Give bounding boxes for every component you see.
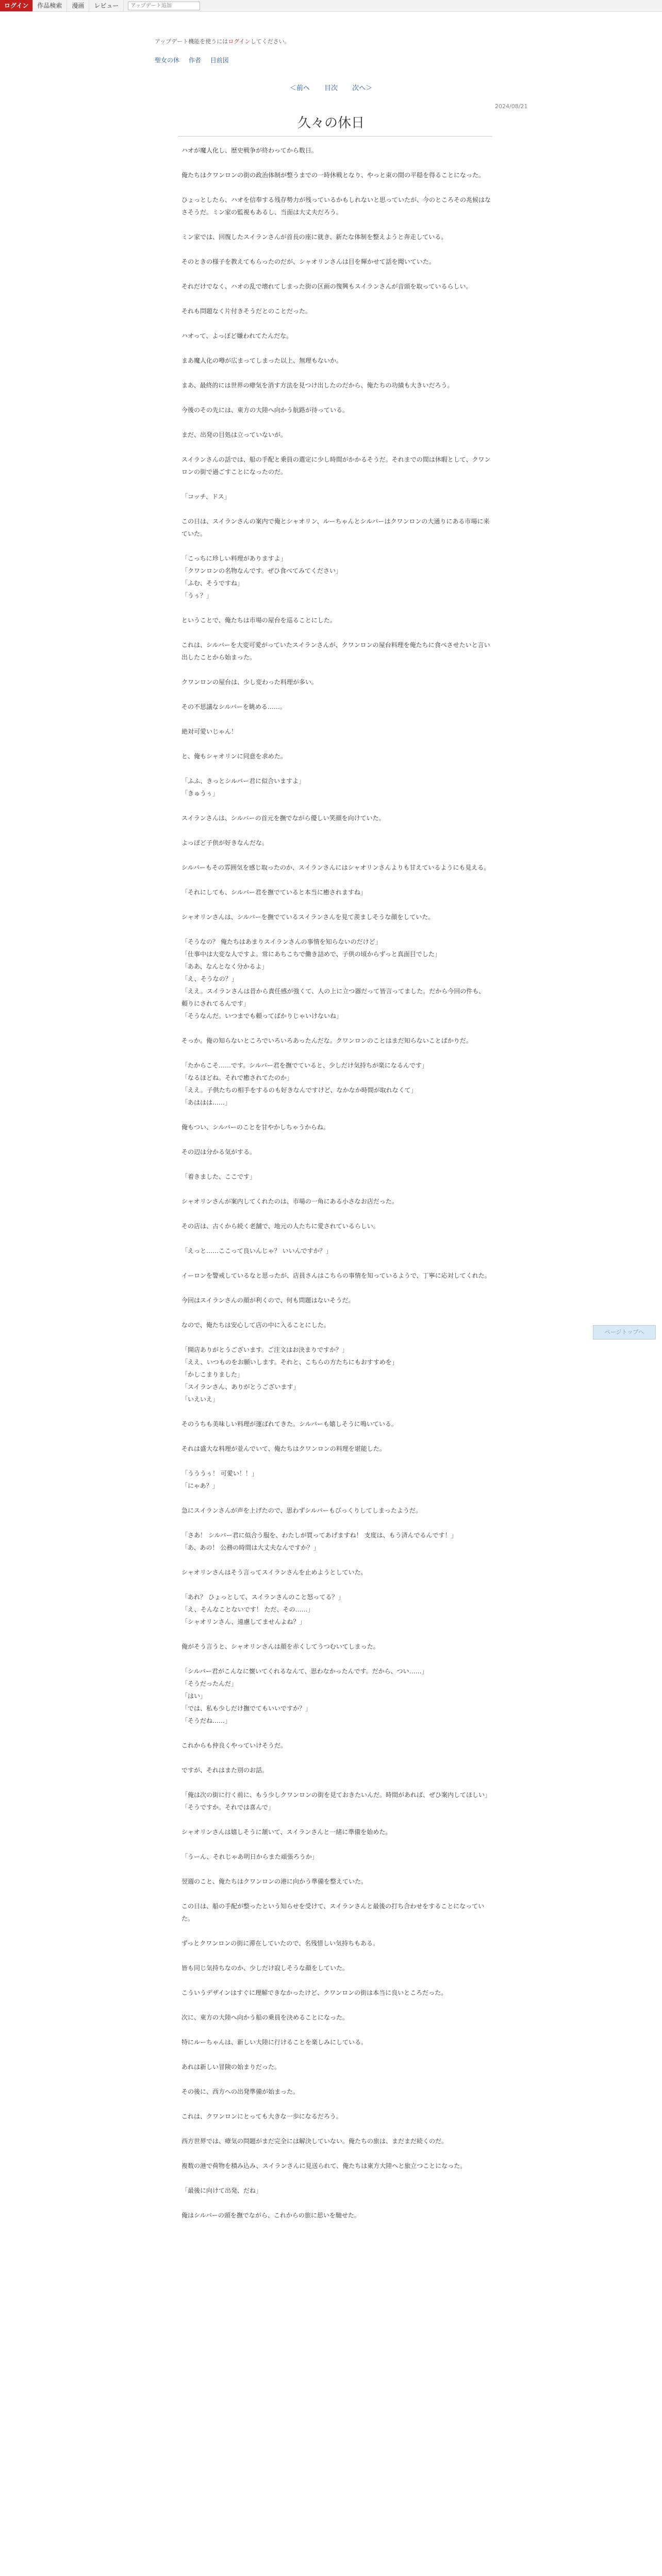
chapter-pager <box>0 82 662 92</box>
body-paragraph: 「ふふ、きっとシルバー君に似合いますよ」 「きゅうぅ」 <box>181 777 305 797</box>
body-paragraph: シャオリンさんはそう言ってスイランさんを止めようとしていた。 <box>181 1569 367 1576</box>
body-paragraph: 「こっちに珍しい料理がありますよ」 「クワンロンの名物なんです。ぜひ食べてみてください」 「ふむ、そうですね」 「うぅ？」 <box>181 555 342 599</box>
body-paragraph: ひょっとしたら、ハオを信奉する残存勢力が残っているかもしれないと思っていたが、今のところその兆候はなさそうだ。ミン家の監視もあるし、当面は大丈夫だろう。 <box>181 196 491 216</box>
body-paragraph: 皆も同じ気持ちなのか、少しだけ寂しそうな顔をしていた。 <box>181 1964 349 1972</box>
body-paragraph: あれは新しい冒険の始まりだった。 <box>181 2063 281 2071</box>
body-paragraph: シャオリンさんは、シルバーを撫でているスイランさんを見て羨ましそうな顔をしていた。 <box>181 913 435 921</box>
breadcrumb-author[interactable]: 作者 <box>188 57 201 64</box>
table-of-contents-link[interactable]: 目次 <box>324 84 338 92</box>
body-paragraph: 「うーん、それじゃあ明日からまた頑張ろうか」 <box>181 1853 318 1860</box>
body-paragraph: 急にスイランさんが声を上げたので、思わずシルバーもびっくりしてしまったようだ。 <box>181 1507 422 1514</box>
page-top-button[interactable]: ページトップへ <box>593 1325 656 1340</box>
breadcrumb-author-name[interactable]: 目前図 <box>210 57 229 64</box>
body-paragraph: そのときの様子を教えてもらったのだが、シャオリンさんは目を輝かせて話を聞いていた。 <box>181 258 435 265</box>
body-paragraph: まあ魔人化の噂が広まってしまった以上、無理もないか。 <box>181 357 343 364</box>
body-paragraph: 「そうなの？ 俺たちはあまりスイランさんの事情を知らないのだけど」 「仕事中は大変な人ですよ。常にあちこちで働き詰めで、子供の頃からずっと真面目でした」 「ああ、なんとなく分かるよ」 「え、そうなの？」 「ええ。スイランさんは昔から責任感が強くて、人の上に立つ器だって皆言ってました。だから今回の件も、頼りにされてるんです」 「そうなんだ。いつまでも頼ってばかりじゃいけないね」 <box>181 938 485 1020</box>
notice-login-link[interactable]: ログイン <box>228 38 251 45</box>
body-paragraph: その不思議なシルバーを眺める……。 <box>181 703 286 710</box>
prev-chapter-link[interactable]: ＜前へ <box>289 84 310 92</box>
body-paragraph: スイランさんは、シルバーの首元を撫でながら優しい笑顔を向けていた。 <box>181 815 385 822</box>
breadcrumb <box>155 56 236 64</box>
body-paragraph: まあ、最終的には世界の瘴気を消す方法を見つけ出したのだから、俺たちの功績も大きいだろう。 <box>181 382 454 389</box>
body-paragraph: まだ、出発の目処は立っていないが。 <box>181 431 287 438</box>
body-paragraph: ハオが魔人化し、歴史戦争が終わってから数日。 <box>181 147 318 154</box>
body-paragraph: 俺もつい、シルバーのことを甘やかしちゃうからね。 <box>181 1124 329 1131</box>
body-paragraph: 俺がそう言うと、シャオリンさんは顔を赤くしてうつむいてしまった。 <box>181 1643 379 1650</box>
title-divider <box>178 136 492 137</box>
body-paragraph: この日は、船の手配が整ったという知らせを受けて、スイランさんと最後の打ち合わせをすることになっていた。 <box>181 1903 485 1922</box>
body-paragraph: 西方世界では、瘴気の問題がまだ完全には解決していない。俺たちの旅は、まだまだ続くのだ。 <box>181 2138 448 2145</box>
notice-prefix: アップデート機能を使うには <box>155 38 228 45</box>
body-paragraph: シャオリンさんが案内してくれたのは、市場の一角にある小さなお店だった。 <box>181 1198 398 1205</box>
body-paragraph: その店は、古くから続く老舗で、地元の人たちに愛されているらしい。 <box>181 1223 379 1230</box>
body-paragraph: と、俺もシャオリンに同意を求めた。 <box>181 753 287 760</box>
nav-search-works[interactable]: 作品検索 <box>32 0 67 11</box>
body-paragraph: 「コッチ、ドス」 <box>181 493 230 500</box>
body-paragraph: 「開店ありがとうございます。ご注文はお決まりですか？」 「ええ、いつものをお願いします。それと、こちらの方たちにもおすすめを」 「かしこまりました」 「スイランさん、ありがとうございます」 「いえいえ」 <box>181 1346 398 1403</box>
body-paragraph: ずっとクワンロンの街に滞在していたので、名残惜しい気持ちもある。 <box>181 1940 379 1947</box>
notice-suffix: してください。 <box>250 38 290 45</box>
body-paragraph: ハオって、よっぽど嫌われてたんだな。 <box>181 332 293 340</box>
body-paragraph: 「たからこそ……です。シルバー君を撫でていると、少しだけ気持ちが楽になるんです」 「なるほどね。それで癒されてたのか」 「ええ。子供たちの相手をするのも好きなんですけど、なかなか時間が取れなくて」 「あははは……」 <box>181 1062 428 1106</box>
login-link[interactable]: ログイン <box>0 0 32 11</box>
body-paragraph: その後に、西方への出発準備が始まった。 <box>181 2088 300 2095</box>
body-paragraph: 「俺は次の街に行く前に、もう少しクワンロンの街を見ておきたいんだ。時間があれば、ぜひ案内してほしい」 「そうですか。それでは喜んで」 <box>181 1791 491 1811</box>
body-paragraph: この日は、スイランさんの案内で俺とシャオリン、ルーちゃんとシルバーはクワンロンの大通りにある市場に来ていた。 <box>181 518 490 537</box>
body-paragraph: ミン家では、回復したスイランさんが首長の座に就き、新たな体制を整えようと奔走している。 <box>181 233 448 241</box>
body-paragraph: そのうちも美味しい料理が運ばれてきた。シルバーも嬉しそうに鳴いている。 <box>181 1420 398 1428</box>
body-paragraph: その辺は分かる気がする。 <box>181 1148 256 1156</box>
body-paragraph: なので、俺たちは安心して店の中に入ることにした。 <box>181 1321 330 1329</box>
nav-review[interactable]: レビュー <box>89 0 124 11</box>
body-paragraph: クワンロンの屋台は、少し変わった料理が多い。 <box>181 679 318 686</box>
chapter-body <box>181 144 491 2234</box>
body-paragraph: 俺たちはクワンロンの街の政治体制が整うまでの一時休戦となり、やっと束の間の平穏を得ることになった。 <box>181 172 485 179</box>
body-paragraph: イーロンを警戒しているなと思ったが、店員さんはこちらの事情を知っているようで、丁寧に応対してくれた。 <box>181 1272 491 1279</box>
chapter-title: 久々の休日 <box>297 115 365 131</box>
body-paragraph: 「シルバー君がこんなに懐いてくれるなんて、思わなかったんです。だから、つい……」 「そうだったんだ」 「はい」 「では、私も少しだけ撫でてもいいですか？」 「そうだね……」 <box>181 1668 428 1724</box>
top-navigation-bar <box>0 0 662 12</box>
search-input[interactable] <box>128 2 200 10</box>
breadcrumb-work-title[interactable]: 聖女の休 <box>155 57 180 64</box>
publish-date: 2024/08/21 <box>495 103 528 110</box>
body-paragraph: これは、クワンロンにとっても大きな一歩になるだろう。 <box>181 2113 342 2120</box>
login-notice <box>155 37 290 45</box>
body-paragraph: 今後のその先には、東方の大陸へ向かう航路が待っている。 <box>181 406 349 414</box>
body-paragraph: 複数の港で荷物を積み込み、スイランさんに見送られて、俺たちは東方大陸へと旅立つことになった。 <box>181 2162 467 2170</box>
body-paragraph: それも問題なく片付きそうだとのことだった。 <box>181 308 312 315</box>
nav-manga[interactable]: 漫画 <box>67 0 89 11</box>
body-paragraph: 「着きました、ここです」 <box>181 1173 256 1180</box>
body-paragraph: スイランさんの話では、船の手配と乗員の選定に少し時間がかかるそうだ。それまでの間は休暇として、クワンロンの街で過ごすことになったのだ。 <box>181 456 491 476</box>
body-paragraph: シルバーもその雰囲気を感じ取ったのか、スイランさんにはシャオリンさんよりも甘えているようにも見える。 <box>181 864 490 871</box>
body-paragraph: それは盛大な料理が並んでいて、俺たちはクワンロンの料理を堪能した。 <box>181 1445 386 1452</box>
body-paragraph: よっぽど子供が好きなんだな。 <box>181 839 269 846</box>
body-paragraph: 「それにしても、シルバー君を撫でていると本当に癒されますね」 <box>181 889 367 896</box>
body-paragraph: 特にルーちゃんは、新しい大陸に行けることを楽しみにしている。 <box>181 2039 368 2046</box>
body-paragraph: 「最後に向けて出発、だね」 <box>181 2187 262 2194</box>
body-paragraph: そっか。俺の知らないところでいろいろあったんだな。クワンロンのことはまだ知らないことばかりだ。 <box>181 1037 472 1044</box>
body-paragraph: 「えっと……ここって良いんじゃ？ いいんですか？」 <box>181 1247 332 1255</box>
next-chapter-link[interactable]: 次へ＞ <box>352 84 373 92</box>
body-paragraph: シャオリンさんは嬉しそうに頷いて、スイランさんと一緒に準備を始めた。 <box>181 1828 392 1836</box>
body-paragraph: ということで、俺たちは市場の屋台を巡ることにした。 <box>181 617 336 624</box>
body-paragraph: 今回はスイランさんの顔が利くので、何も問題はないそうだ。 <box>181 1297 355 1304</box>
body-paragraph: 「うううぅ！ 可愛い！！」 「にゃあ？」 <box>181 1470 258 1489</box>
body-paragraph: ですが、それはまた別のお話。 <box>181 1767 269 1774</box>
body-paragraph: これは、シルバーを大変可愛がっていたスイランさんが、クワンロンの屋台料理を俺たちに食べさせたいと言い出したことから始まった。 <box>181 641 490 661</box>
body-paragraph: 俺はシルバーの頭を撫でながら、これからの旅に思いを馳せた。 <box>181 2212 360 2219</box>
body-paragraph: こういうデザインはすぐに理解できなかったけど、クワンロンの街は本当に良いところだった。 <box>181 1989 448 1996</box>
body-paragraph: 次に、東方の大陸へ向かう船の乗員を決めることになった。 <box>181 2014 349 2021</box>
body-paragraph: 翌週のこと、俺たちはクワンロンの港に向かう準備を整えていた。 <box>181 1878 368 1885</box>
body-paragraph: それだけでなく、ハオの乱で壊れてしまった街の区画の復興もスイランさんが音頭を取っているらしい。 <box>181 283 472 290</box>
body-paragraph: 「あれ？ ひょっとして、スイランさんのこと怒ってる？」 「え、そんなことないです！ ただ、その……」 「シャオリンさん、遠慮してませんよね？」 <box>181 1594 344 1625</box>
body-paragraph: これからも仲良くやっていけそうだ。 <box>181 1742 287 1749</box>
body-paragraph: 「さあ！ シルバー君に似合う服を、わたしが買ってあげますね！ 支度は、もう済んでるんです！」 「あ、あの！ 公務の時間は大丈夫なんですか？」 <box>181 1532 457 1551</box>
body-paragraph: 絶対可愛いじゃん！ <box>181 728 238 735</box>
